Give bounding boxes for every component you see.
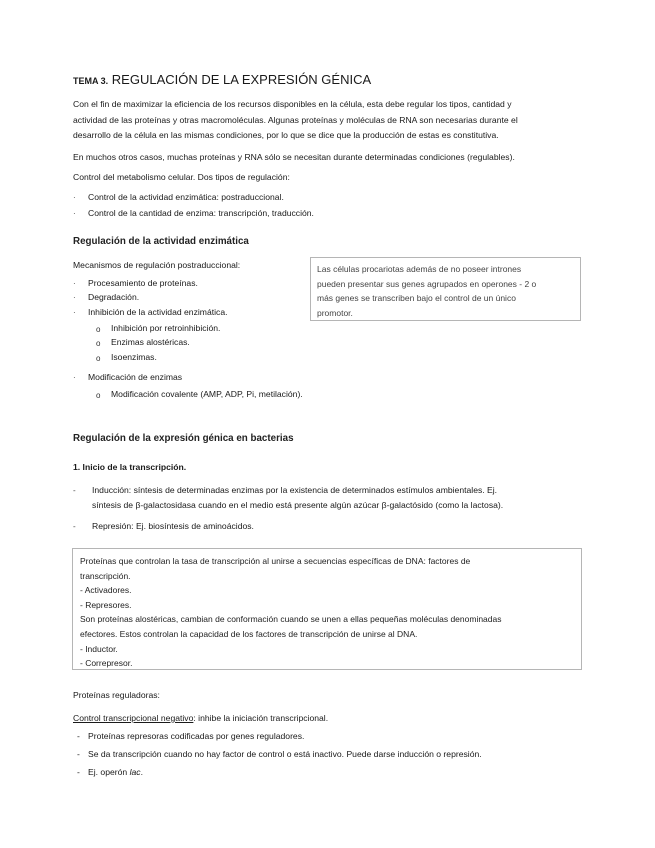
factor-line: efectores. Estos controlan la capacidad de los factores de transcripción de unirse al DNA. (80, 628, 418, 639)
factor-line: - Activadores. (80, 585, 132, 596)
sub-bullet-mark: o (96, 325, 101, 334)
bullet-mark: · (73, 279, 76, 288)
lac-suffix: . (140, 767, 143, 777)
lac-prefix: Ej. operón (88, 767, 130, 777)
control-item: Control de la actividad enzimática: postraduccional. (88, 192, 284, 202)
negative-control-text: : inhibe la iniciación transcripcional. (193, 713, 329, 723)
numbered-item: 1. Inicio de la transcripción. (73, 462, 187, 472)
sub-bullet-mark: o (96, 354, 101, 363)
title-main: REGULACIÓN DE LA EXPRESIÓN GÉNICA (111, 72, 372, 87)
second-paragraph: En muchos otros casos, muchas proteínas y RNA sólo se necesitan durante determinadas condiciones (regulables). (73, 152, 515, 162)
intro-line: desarrollo de la célula en las mismas condiciones, por lo que se dice que la producción de estas es constitutiva. (73, 130, 499, 140)
mechanism-subitem: Enzimas alostéricas. (111, 337, 190, 347)
regulators-heading: Proteínas reguladoras: (73, 690, 160, 700)
dash-mark: - (73, 522, 76, 531)
factor-box (72, 548, 582, 670)
repression-line: Represión: Ej. biosíntesis de aminoácidos. (92, 521, 254, 531)
mechanism-subitem: Modificación covalente (AMP, ADP, Pi, metilación). (111, 389, 303, 399)
bullet-mark: · (73, 373, 76, 382)
mechanism-item: Inhibición de la actividad enzimática. (88, 307, 228, 317)
lac-italic: lac (129, 767, 141, 777)
regulator-item: Se da transcripción cuando no hay factor de control o está inactivo. Puede darse inducción o represión. (88, 749, 482, 759)
factor-line: Son proteínas alostéricas, cambian de conformación cuando se unen a ellas pequeñas moléculas denominadas (80, 614, 502, 625)
factor-line: Proteínas que controlan la tasa de transcripción al unirse a secuencias específicas de DNA: factores de (80, 556, 471, 566)
dash-mark: - (77, 749, 80, 759)
induction-line: Inducción: síntesis de determinadas enzimas por la existencia de determinados estímulos ambientales. Ej. (92, 485, 498, 495)
factor-line: - Correpresor. (80, 658, 133, 669)
mechanisms-lead: Mecanismos de regulación postraduccional: (73, 260, 241, 270)
control-item: Control de la cantidad de enzima: transcripción, traducción. (88, 208, 314, 218)
sub-bullet-mark: o (96, 391, 101, 400)
note-box-prokaryotes (310, 257, 581, 321)
mechanism-item: Procesamiento de proteínas. (88, 278, 198, 288)
intro-line: actividad de las proteínas y otras macromoléculas. Algunas proteínas y moléculas de RNA son necesarias durante el (73, 114, 518, 125)
bullet-mark: · (73, 193, 76, 202)
bullet-mark: · (73, 293, 76, 302)
negative-control-line (73, 713, 328, 723)
bullet-mark: · (73, 308, 76, 317)
sub-bullet-mark: o (96, 339, 101, 348)
page-title (73, 72, 371, 87)
mechanism-subitem: Inhibición por retroinhibición. (111, 323, 221, 333)
note-line: Las células procariotas además de no poseer intrones (317, 264, 522, 274)
dash-mark: - (73, 486, 76, 495)
dash-mark: - (77, 731, 80, 741)
intro-paragraph (73, 97, 585, 144)
title-prefix: TEMA 3. (73, 76, 109, 86)
negative-control-label: Control transcripcional negativo (73, 713, 194, 723)
mechanism-subitem: Isoenzimas. (111, 352, 157, 362)
note-line: pueden presentar sus genes agrupados en operones - 2 o (317, 278, 537, 289)
bullet-mark: · (73, 209, 76, 218)
section-heading-bacteria: Regulación de la expresión génica en bacterias (73, 433, 294, 444)
section-heading-enzymatic: Regulación de la actividad enzimática (73, 236, 249, 247)
regulator-item-lac (88, 767, 143, 777)
factor-line: - Represores. (80, 599, 132, 610)
factor-line: transcripción. (80, 570, 131, 581)
dash-mark: - (77, 767, 80, 777)
factor-line: - Inductor. (80, 643, 118, 654)
control-lead: Control del metabolismo celular. Dos tipos de regulación: (73, 172, 290, 182)
intro-line: Con el fin de maximizar la eficiencia de los recursos disponibles en la célula, esta debe regular los tipos, cantidad y (73, 99, 512, 109)
mechanism-item: Degradación. (88, 292, 140, 302)
regulator-item: Proteínas represoras codificadas por genes reguladores. (88, 731, 305, 741)
induction-line: síntesis de β-galactosidasa cuando en el medio está presente algún azúcar β-galactósido (como la lactosa). (92, 500, 504, 510)
mechanism-item: Modificación de enzimas (88, 372, 183, 382)
note-line: promotor. (317, 307, 353, 318)
note-line: más genes se transcriben bajo el control de un único (317, 293, 516, 303)
